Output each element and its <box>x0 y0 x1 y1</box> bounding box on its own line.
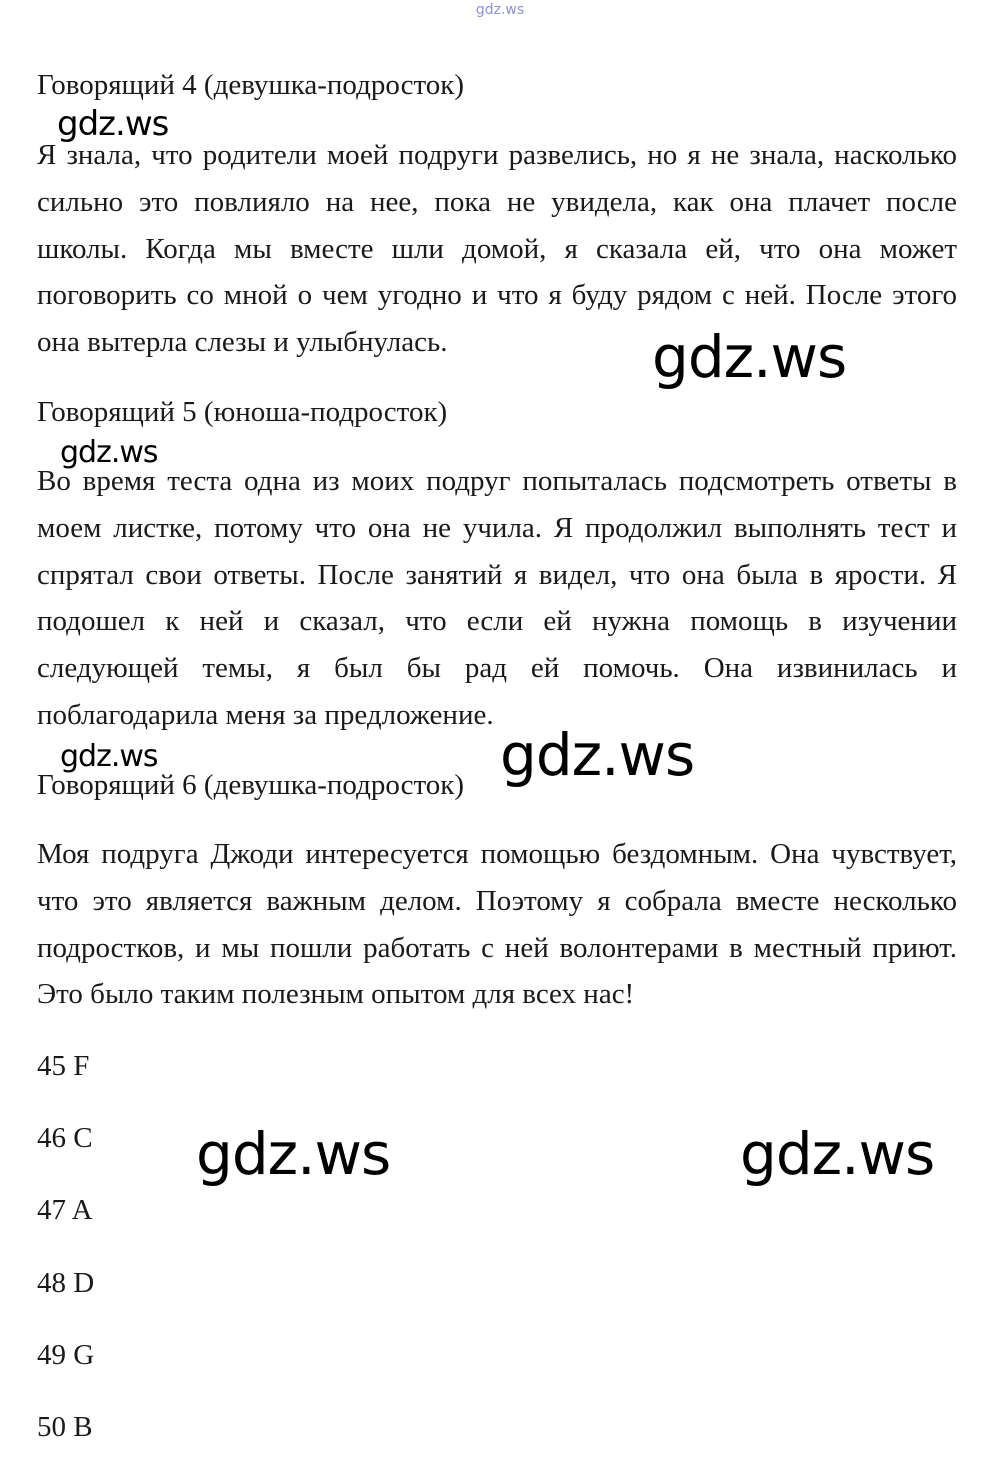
site-mark: gdz.ws <box>475 2 525 18</box>
answer-45: 45 F <box>37 1050 90 1082</box>
watermark: gdz.ws <box>740 1120 935 1188</box>
watermark: gdz.ws <box>57 104 169 144</box>
speaker-6-text: Моя подруга Джоди интересуется помощью бездомным. Она чувствует, что это является важным делом. Поэтому я собрала вместе несколько подростков, и мы пошли работать с ней волонтерами в местный приют. Это было таким полезным опытом для всех нас! <box>37 838 957 1011</box>
answer-46: 46 C <box>37 1122 93 1154</box>
speaker-6-heading: Говорящий 6 (девушка-подросток) <box>37 769 464 801</box>
speaker-4-heading: Говорящий 4 (девушка-подросток) <box>37 69 464 101</box>
watermark: gdz.ws <box>60 739 158 774</box>
answer-50: 50 B <box>37 1411 93 1443</box>
watermark: gdz.ws <box>500 721 695 789</box>
watermark: gdz.ws <box>60 435 158 470</box>
watermark: gdz.ws <box>196 1120 391 1188</box>
answer-47: 47 A <box>37 1194 93 1226</box>
speaker-5-heading: Говорящий 5 (юноша-подросток) <box>37 396 448 428</box>
speaker-5-text: Во время теста одна из моих подруг попыталась подсмотреть ответы в моем листке, потому что она не учила. Я продолжил выполнять тест и спрятал свои ответы. После занятий я видел, что она была в ярости. Я подошел к ней и сказал, что если ей нужна помощь в изучении следующей темы, я был бы рад ей помочь. Она извинилась и поблагодарила меня за предложение. <box>37 465 957 731</box>
answer-48: 48 D <box>37 1267 95 1299</box>
speaker-4-text: Я знала, что родители моей подруги развелись, но я не знала, насколько сильно это повлияло на нее, пока не увидела, как она плачет после школы. Когда мы вместе шли домой, я сказала ей, что она может поговорить со мной о чем угодно и что я буду рядом с ней. После этого она вытерла слезы и улыбнулась. <box>37 139 957 359</box>
watermark: gdz.ws <box>652 323 847 391</box>
answer-49: 49 G <box>37 1339 95 1371</box>
